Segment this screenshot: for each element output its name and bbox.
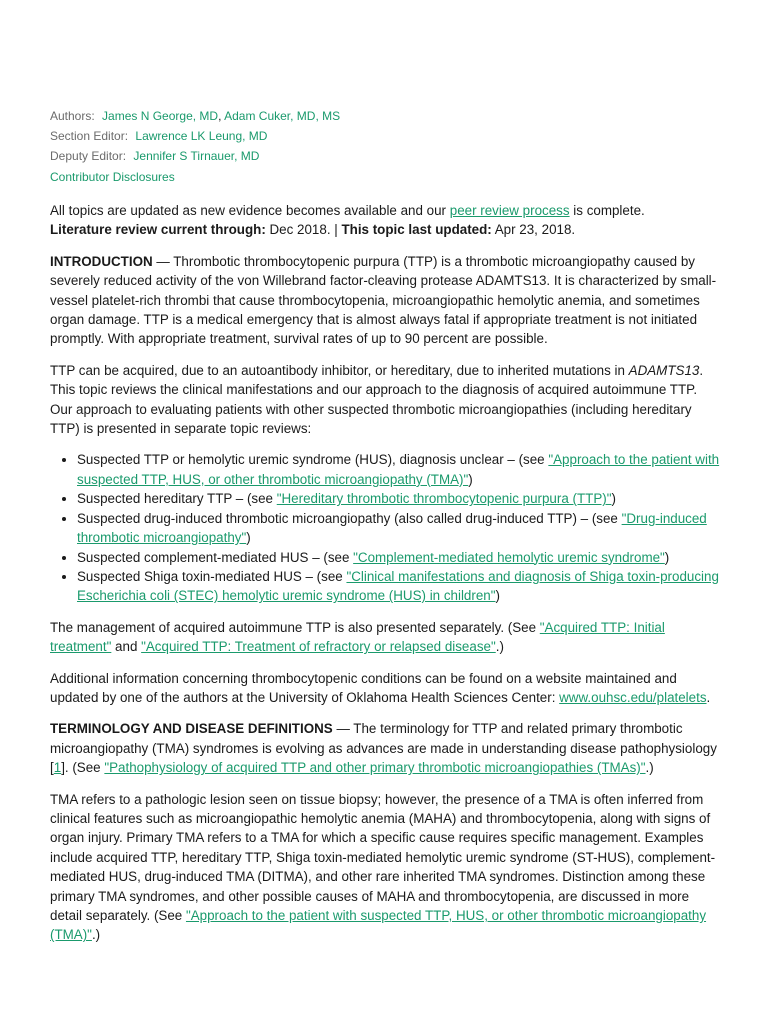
author-link-cuker[interactable]: Adam Cuker, MD, MS [224, 109, 341, 123]
acquired-ttp-initial-link[interactable]: "Acquired TTP: Initial treatment" [50, 619, 665, 655]
list-item-text: Suspected drug-induced thrombotic microangiopathy (also called drug-induced TTP) – (see [77, 510, 622, 526]
topic-review-list [50, 450, 722, 605]
list-item-text: Suspected hereditary TTP – (see [77, 491, 277, 507]
article-body [50, 201, 722, 957]
shiga-toxin-hus-link[interactable]: "Clinical manifestations and diagnosis of Shiga toxin-producing Escherichia coli (STEC) hemolytic uremic syndrome (HUS) in children" [77, 568, 719, 604]
acquired-text: TTP can be acquired, due to an autoantibody inhibitor, or hereditary, due to inherited mutations in [50, 362, 629, 378]
pathophysiology-link[interactable]: "Pathophysiology of acquired TTP and other primary thrombotic microangiopathies (TMAs)" [104, 760, 646, 776]
author-link-george[interactable]: James N George, MD [102, 109, 219, 123]
contributor-disclosures-link[interactable]: Contributor Disclosures [50, 170, 175, 184]
tma-paragraph [50, 790, 722, 945]
list-item-end: ) [468, 471, 473, 487]
list-item-text: Suspected Shiga toxin-mediated HUS – (see [77, 568, 347, 584]
tma-end: .) [91, 927, 101, 943]
update-text-end: is complete. [569, 203, 645, 218]
update-paragraph [50, 201, 722, 240]
deputy-editor-label: Deputy Editor: [50, 149, 127, 163]
lit-review-label: Literature review current through: [50, 222, 266, 238]
section-editor-label: Section Editor: [50, 129, 129, 143]
list-item [77, 450, 722, 489]
management-and: and [111, 639, 142, 655]
terminology-end: .) [645, 760, 654, 776]
terminology-text-mid: ]. (See [61, 760, 105, 776]
last-updated-label: This topic last updated: [341, 222, 492, 238]
list-item [77, 567, 722, 606]
list-item [77, 548, 722, 567]
authors-row [50, 106, 340, 126]
additional-text: Additional information concerning thrombocytopenic conditions can be found on a website maintained and updated by one of the authors at the University of Oklahoma Health Sciences Center: [50, 670, 677, 705]
lit-review-value: Dec 2018. | [265, 222, 342, 238]
peer-review-link[interactable]: peer review process [449, 203, 570, 218]
article-metadata [50, 106, 340, 166]
deputy-editor-link[interactable]: Jennifer S Tirnauer, MD [133, 149, 260, 163]
list-item [77, 489, 722, 508]
additional-info-paragraph [50, 669, 722, 708]
management-end: .) [495, 639, 504, 655]
update-text: All topics are updated as new evidence becomes available and our [50, 203, 450, 218]
hereditary-ttp-link[interactable]: "Hereditary thrombotic thrombocytopenic purpura (TTP)" [276, 491, 612, 507]
acquired-ttp-refractory-link[interactable]: "Acquired TTP: Treatment of refractory or relapsed disease" [141, 639, 496, 655]
reference-1-link[interactable]: 1 [53, 760, 62, 776]
deputy-editor-row [50, 146, 340, 166]
management-text: The management of acquired autoimmune TTP is also presented separately. (See [50, 619, 540, 635]
tma-text: TMA refers to a pathologic lesion seen on tissue biopsy; however, the presence of a TMA is often inferred from clinical features such as microangiopathic hemolytic anemia (MAHA) and thrombocytopenia, along with signs of organ injury. Primary TMA refers to a TMA for which a specific cause requires specific management. Examples include acquired TTP, hereditary TTP, Shiga toxin-mediated hemolytic uremic syndrome (ST-HUS), complement-mediated HUS, drug-induced TMA (DITMA), and other rare inherited TMA syndromes. Distinction among these primary TMA syndromes, and other possible causes of MAHA and thrombocytopenia, are discussed in more detail separately. (See [50, 791, 716, 923]
last-updated-value: Apr 23, 2018. [491, 222, 576, 238]
contributor-disclosures-row [50, 170, 175, 184]
section-editor-link[interactable]: Lawrence LK Leung, MD [135, 129, 268, 143]
introduction-text: — Thrombotic thrombocytopenic purpura (TTP) is a thrombotic microangiopathy caused by severely reduced activity of the von Willebrand factor-cleaving protease ADAMTS13. It is characterized by small-vessel platelet-rich thrombi that cause thrombocytopenia, microangiopathic hemolytic anemia, and sometimes organ damage. TTP is a medical emergency that is almost always fatal if appropriate treatment is not initiated promptly. With appropriate treatment, survival rates of up to 90 percent are possible. [50, 253, 717, 347]
list-item-end: ) [611, 491, 616, 507]
author-separator: , [218, 109, 222, 123]
list-item-end: ) [246, 530, 251, 546]
list-item-text: Suspected complement-mediated HUS – (see [77, 549, 354, 565]
authors-label: Authors: [50, 109, 95, 123]
terminology-paragraph [50, 719, 722, 777]
gene-name: ADAMTS13 [628, 362, 700, 378]
additional-end: . [706, 689, 711, 705]
introduction-paragraph [50, 252, 722, 349]
list-item-text: Suspected TTP or hemolytic uremic syndrome (HUS), diagnosis unclear – (see [77, 452, 549, 468]
list-item [77, 509, 722, 548]
acquired-text-end: . This topic reviews the clinical manifestations and our approach to the diagnosis of acquired autoimmune TTP. Our approach to evaluating patients with other suspected thrombotic microangiopathies (including hereditary TTP) is presented in separate topic reviews: [50, 362, 704, 437]
terminology-text: — The terminology for TTP and related primary thrombotic microangiopathy (TMA) syndromes is evolving as advances are made in understanding disease pathophysiology [ [50, 721, 717, 776]
approach-tma-link[interactable]: "Approach to the patient with suspected TTP, HUS, or other thrombotic microangiopathy (TMA)" [50, 908, 707, 943]
introduction-heading: INTRODUCTION [50, 253, 153, 269]
acquired-paragraph [50, 361, 722, 439]
complement-hus-link[interactable]: "Complement-mediated hemolytic uremic syndrome" [353, 549, 665, 565]
terminology-heading: TERMINOLOGY AND DISEASE DEFINITIONS [50, 721, 333, 737]
drug-induced-tma-link[interactable]: "Drug-induced thrombotic microangiopathy" [77, 510, 707, 546]
list-item-end: ) [664, 549, 670, 565]
approach-ttp-hus-link[interactable]: "Approach to the patient with suspected TTP, HUS, or other thrombotic microangiopathy (TMA)" [77, 452, 720, 487]
ouhsc-platelets-link[interactable]: www.ouhsc.edu/platelets [559, 689, 707, 705]
management-paragraph [50, 618, 722, 657]
section-editor-row [50, 126, 340, 146]
list-item-end: ) [495, 588, 500, 604]
